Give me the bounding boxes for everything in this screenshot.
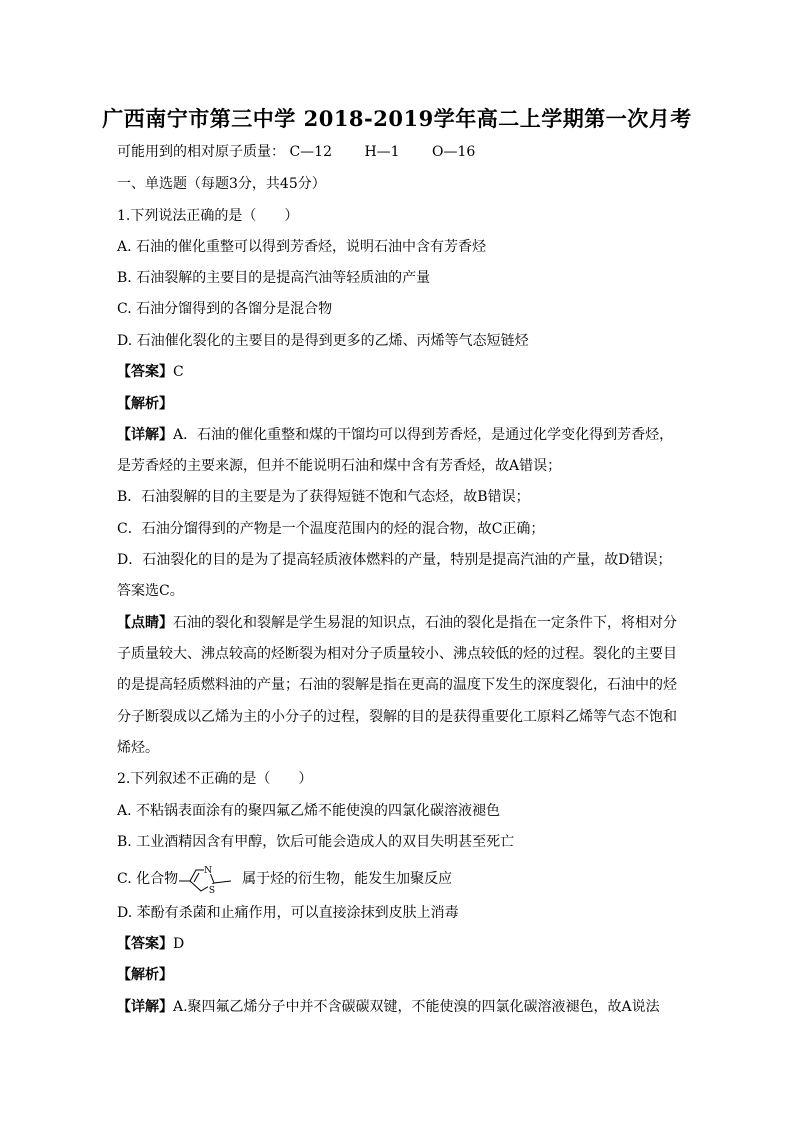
q2-option-d: D. 苯酚有杀菌和止痛作用，可以直接涂抹到皮肤上消毒 xyxy=(117,905,459,921)
q2-option-a: A. 不粘锅表面涂有的聚四氟乙烯不能使溴的四氯化碳溶液褪色 xyxy=(117,803,501,819)
q1-remark-line-1: 【点睛】石油的裂化和裂解是学生易混的知识点，石油的裂化是指在一定条件下，将相对分 xyxy=(117,615,677,631)
q1-option-a: A. 石油的催化重整可以得到芳香烃，说明石油中含有芳香烃 xyxy=(117,239,487,255)
q2-detail-tag: 【详解】 xyxy=(117,999,173,1015)
section-heading: 一、单选题（每题3分，共45分） xyxy=(117,176,326,192)
sulfur-atom-label: S xyxy=(209,886,216,894)
q2-option-c xyxy=(117,864,452,894)
q1-detail-tag: 【详解】 xyxy=(117,427,173,443)
q1-detail-line-3: B．石油裂解的目的主要是为了获得短链不饱和气态烃，故B错误； xyxy=(117,489,530,505)
q2-detail-line-1: 【详解】A.聚四氟乙烯分子中并不含碳碳双键，不能使溴的四氯化碳溶液褪色，故A说法 xyxy=(117,999,660,1015)
q1-remark-line-5: 烯烃。 xyxy=(117,740,159,756)
atomic-mass-o: O—16 xyxy=(432,144,476,160)
q1-remark-line-4: 分子断裂成以乙烯为主的小分子的过程，裂解的目的是获得重要化工原料乙烯等气态不饱和 xyxy=(117,709,677,725)
q2-answer-value: D xyxy=(173,936,185,952)
q1-detail-line-1: 【详解】A．石油的催化重整和煤的干馏均可以得到芳香烃，是通过化学变化得到芳香烃， xyxy=(117,427,674,443)
q2-option-c-suffix: 属于烃的衍生物，能发生加聚反应 xyxy=(242,871,453,887)
atomic-mass-label: 可能用到的相对原子质量： xyxy=(117,144,285,160)
q1-remark-line-2: 子质量较大、沸点较高的烃断裂为相对分子质量较小、沸点较低的烃的过程。裂化的主要目 xyxy=(117,646,677,662)
q1-analysis-tag: 【解析】 xyxy=(117,396,173,412)
q2-option-c-prefix: C. 化合物 xyxy=(117,871,179,887)
atomic-mass-h: H—1 xyxy=(364,144,400,160)
q1-answer-value: C xyxy=(173,364,184,380)
q2-stem: 2.下列叙述不正确的是（ ） xyxy=(117,771,313,787)
q2-answer xyxy=(117,934,184,954)
q2-option-b: B. 工业酒精因含有甲醇，饮后可能会造成人的双目失明甚至死亡 xyxy=(117,834,515,850)
q1-remark-tag: 【点睛】 xyxy=(117,615,173,631)
thiazole-structure-icon xyxy=(179,864,241,894)
document-title: 广西南宁市第三中学 2018-2019学年高二上学期第一次月考 xyxy=(102,106,692,131)
q1-option-d: D. 石油催化裂化的主要目的是得到更多的乙烯、丙烯等气态短链烃 xyxy=(117,333,529,349)
q1-detail-line-4: C．石油分馏得到的产物是一个温度范围内的烃的混合物，故C正确； xyxy=(117,521,545,537)
q1-option-c: C. 石油分馏得到的各馏分是混合物 xyxy=(117,301,333,317)
q1-answer-tag: 【答案】 xyxy=(117,364,173,380)
nitrogen-atom-label: N xyxy=(204,866,213,876)
q2-analysis-tag: 【解析】 xyxy=(117,967,173,983)
q1-detail-line-6: 答案选C。 xyxy=(117,583,184,599)
q1-option-b: B. 石油裂解的主要目的是提高汽油等轻质油的产量 xyxy=(117,270,431,286)
q2-answer-tag: 【答案】 xyxy=(117,936,173,952)
q1-stem: 1.下列说法正确的是（ ） xyxy=(117,208,299,224)
atomic-mass-c: C—12 xyxy=(289,144,332,160)
q1-detail-line-5: D．石油裂化的目的是为了提高轻质液体燃料的产量，特别是提高汽油的产量，故D错误； xyxy=(117,552,672,568)
q1-remark-line-3: 的是提高轻质燃料油的产量；石油的裂解是指在更高的温度下发生的深度裂化，石油中的烃 xyxy=(117,677,677,693)
q1-detail-line-2: 是芳香烃的主要来源，但并不能说明石油和煤中含有芳香烃，故A错误； xyxy=(117,458,562,474)
q1-answer xyxy=(117,362,184,382)
atomic-mass-line xyxy=(117,142,475,162)
